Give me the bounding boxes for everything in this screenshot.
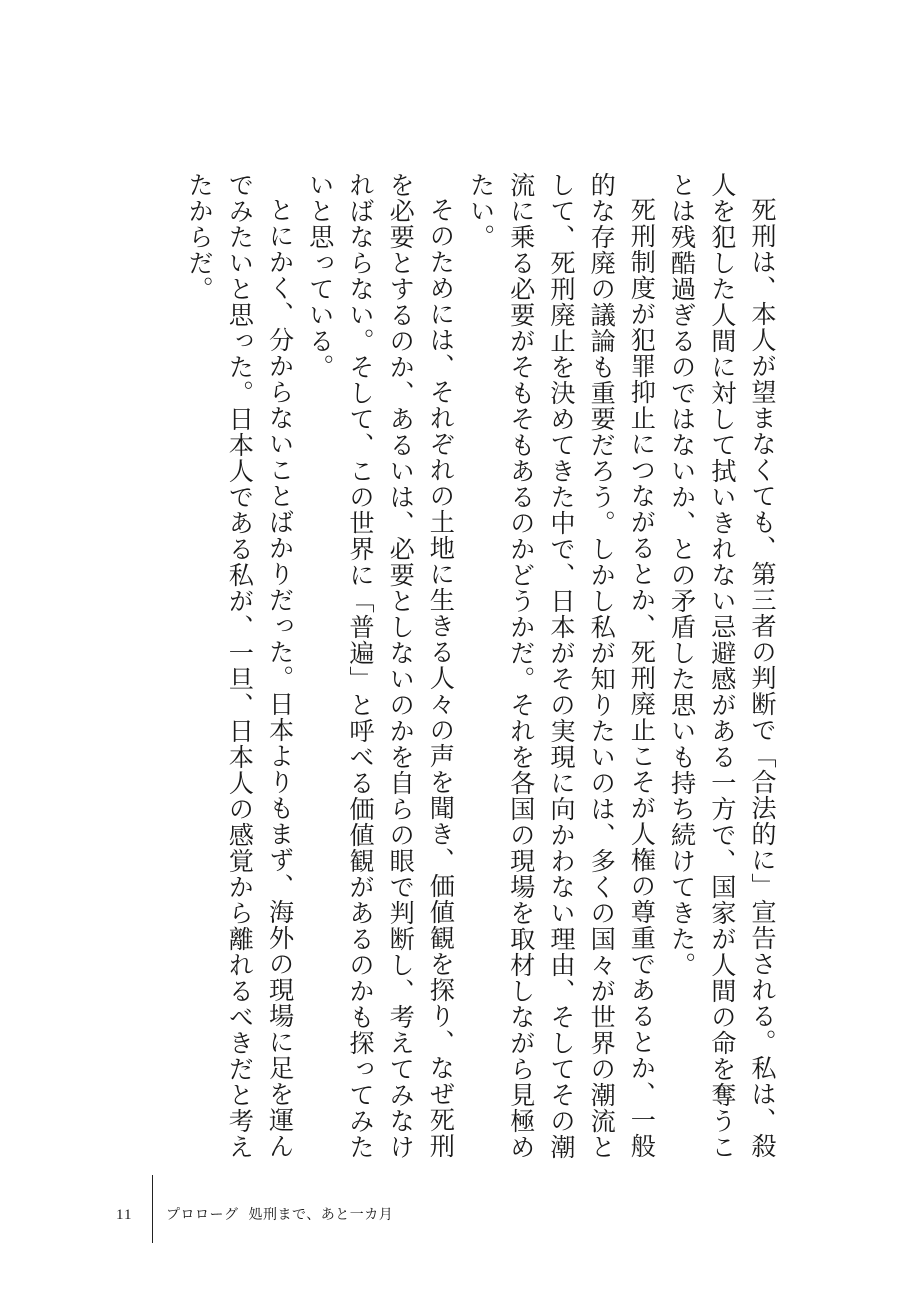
running-head-section: 処刑まで、あと一カ月 [248,1207,394,1223]
body-text [179,172,782,1172]
page-footer [0,1175,900,1245]
page-number: 11 [116,1207,133,1223]
paragraph: とにかく、分からないことばかりだった。日本よりもまず、海外の現場に足を運んでみたいと思った。日本人である私が、一旦、日本人の感覚から離れるべきだと考えたからだ。 [185,172,295,1160]
paragraph: 死刑制度が犯罪抑止につながるとか、死刑廃止こそが人権の尊重であるとか、一般的な存廃の議論も重要だろう。しかし私が知りたいのは、多くの国々が世界の潮流として、死刑廃止を決めてきた中で、日本がその実現に向かわない理由、そしてその潮流に乗る必要がそもそもあるのかどうかだ。それを各国の現場を取材しながら見極めたい。 [466,172,657,1160]
footer-divider [152,1175,153,1243]
running-head [166,1205,393,1225]
paragraph: そのためには、それぞれの土地に生きる人々の声を聞き、価値観を探り、なぜ死刑を必要とするのか、あるいは、必要としないのかを自らの眼で判断し、考えてみなければならない。そして、この世界に「普遍」と呼べる価値観があるのかも探ってみたいと思っている。 [305,172,456,1160]
running-head-chapter: プロローグ [166,1207,239,1223]
paragraph: 死刑は、本人が望まなくても、第三者の判断で「合法的に」宣告される。私は、殺人を犯した人間に対して拭いきれない忌避感がある一方で、国家が人間の命を奪うことは残酷過ぎるのではないか、との矛盾した思いも持ち続けてきた。 [667,172,777,1160]
